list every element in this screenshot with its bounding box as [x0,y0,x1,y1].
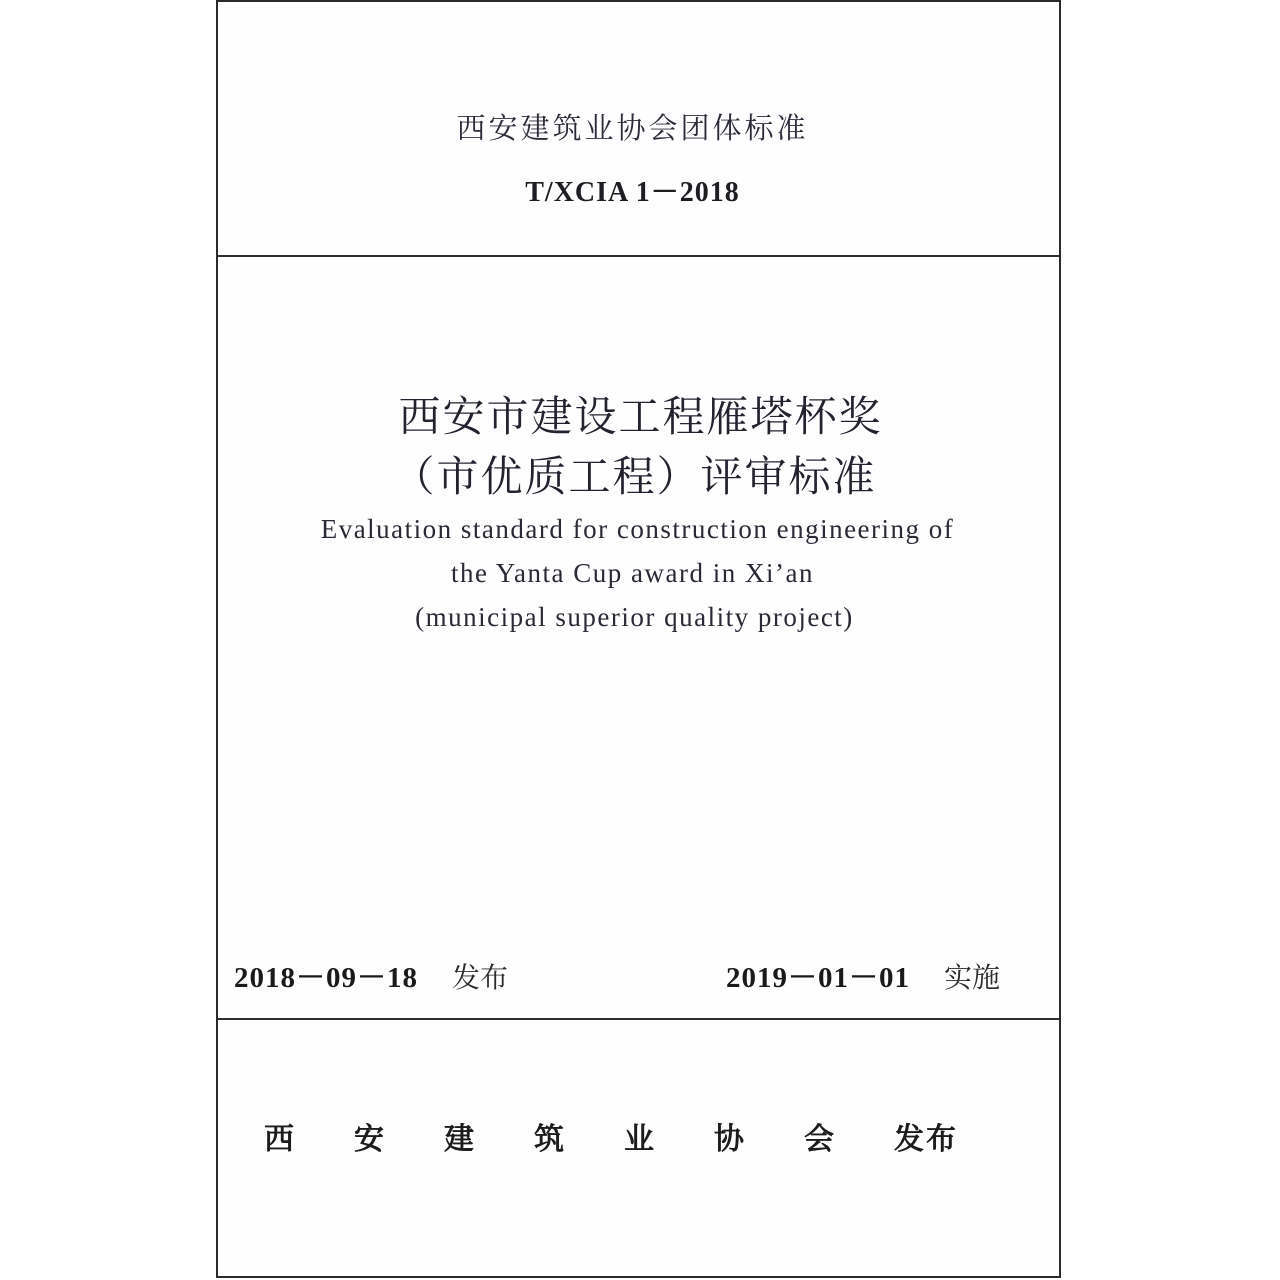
title-english-line-1: Evaluation standard for construction engineering of [320,514,955,544]
issue-date-block [234,955,508,996]
publisher-action: 发布 [894,1122,958,1157]
issue-label: 发布 [452,961,509,994]
association-standard-label: 西安建筑业协会团体标准 [456,111,809,145]
publisher-name: 西安建筑业协会 [264,1122,894,1157]
bottom-divider [218,1018,1059,1020]
implementation-date-block [726,955,1000,996]
standard-code: T/XCIA 1－2018 [525,177,740,208]
implementation-date: 2019－01－01 [726,962,911,994]
title-chinese-line-2: （市优质工程）评审标准 [392,452,877,501]
standard-cover [216,0,1061,1278]
implementation-label: 实施 [944,961,1001,994]
title-english-line-2: the Yanta Cup award in Xi’an [451,558,814,588]
issue-date: 2018－09－18 [234,962,419,994]
publisher-line [264,1114,958,1158]
title-english-line-3: (municipal superior quality project) [415,602,854,632]
top-divider [218,255,1059,257]
title-chinese-line-1: 西安市建设工程雁塔杯奖 [398,392,883,441]
